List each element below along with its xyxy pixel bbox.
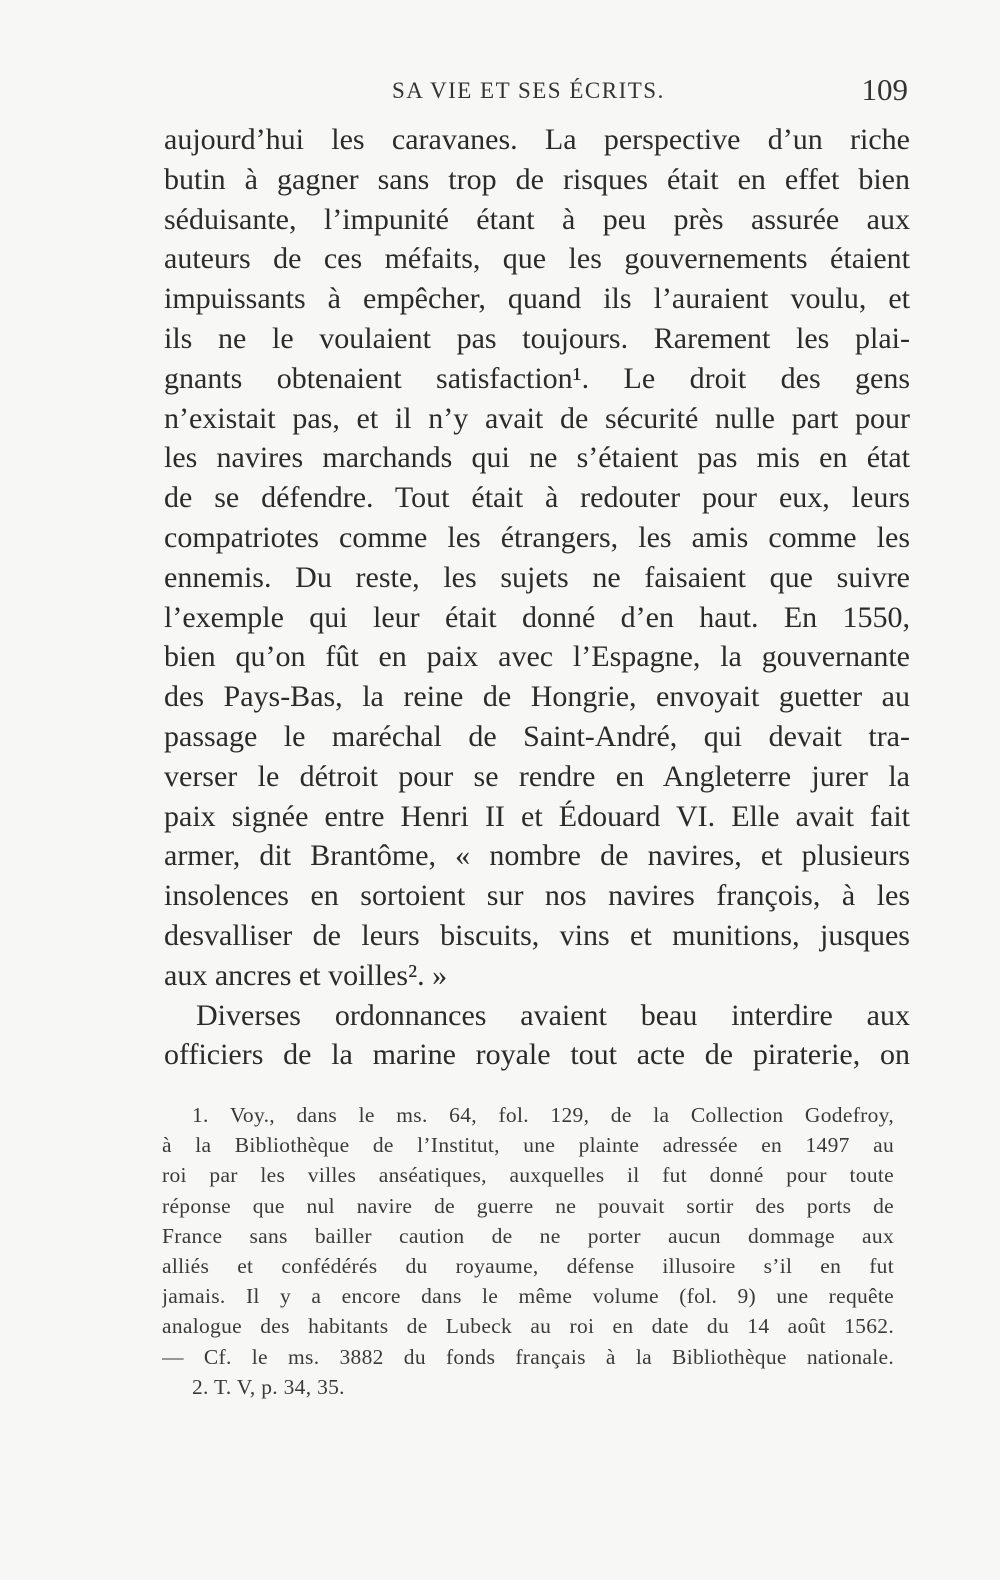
body-line: passage le maréchal de Saint-André, qui devait tra- [164, 719, 910, 753]
body-text [164, 120, 910, 1075]
footnote-line: 1. Voy., dans le ms. 64, fol. 129, de la Collection Godefroy, [192, 1103, 894, 1127]
body-line: impuissants à empêcher, quand ils l’auraient voulu, et [164, 282, 910, 316]
body-line: n’existait pas, et il n’y avait de sécurité nulle part pour [164, 401, 910, 435]
body-line: aux ancres et voilles². » [164, 958, 448, 992]
body-line: les navires marchands qui ne s’étaient pas mis en état [164, 441, 910, 475]
footnotes [162, 1100, 894, 1402]
body-line: ennemis. Du reste, les sujets ne faisaient que suivre [164, 560, 910, 594]
footnote-line: alliés et confédérés du royaume, défense illusoire s’il en fut [162, 1253, 894, 1278]
body-line: séduisante, l’impunité étant à peu près assurée aux [164, 202, 910, 236]
footnote-line: roi par les villes anséatiques, auxquelles il fut donné pour toute [162, 1163, 894, 1188]
footnote-line: réponse que nul navire de guerre ne pouvait sortir des ports de [162, 1193, 894, 1218]
body-line: gnants obtenaient satisfaction¹. Le droit des gens [164, 361, 910, 395]
body-line: butin à gagner sans trop de risques était en effet bien [164, 162, 910, 196]
body-line: aujourd’hui les caravanes. La perspective d’un riche [164, 123, 910, 156]
body-line: compatriotes comme les étrangers, les amis comme les [164, 520, 910, 554]
body-line: paix signée entre Henri II et Édouard VI. Elle avait fait [164, 799, 910, 833]
page-header [168, 72, 908, 112]
body-line: ils ne le voulaient pas toujours. Rarement les plai- [164, 321, 910, 355]
body-line: desvalliser de leurs biscuits, vins et munitions, jusques [164, 918, 910, 952]
running-head: SA VIE ET SES ÉCRITS. [392, 78, 665, 103]
body-line: bien qu’on fût en paix avec l’Espagne, la gouvernante [164, 640, 910, 674]
body-line: l’exemple qui leur était donné d’en haut. En 1550, [164, 600, 910, 634]
body-line: Diverses ordonnances avaient beau interdire aux [196, 998, 910, 1032]
body-line: armer, dit Brantôme, « nombre de navires, et plusieurs [164, 839, 910, 873]
footnote-line: analogue des habitants de Lubeck au roi en date du 14 août 1562. [162, 1314, 894, 1339]
footnote-line: 2. T. V, p. 34, 35. [192, 1374, 345, 1399]
footnote-line: — Cf. le ms. 3882 du fonds français à la Bibliothèque nationale. [162, 1344, 894, 1369]
footnote-line: jamais. Il y a encore dans le même volume (fol. 9) une requête [162, 1284, 894, 1309]
body-line: officiers de la marine royale tout acte de piraterie, on [164, 1038, 910, 1072]
body-line: insolences en sortoient sur nos navires françois, à les [164, 879, 910, 913]
body-line: de se défendre. Tout était à redouter pour eux, leurs [164, 481, 910, 515]
footnote-line: France sans bailler caution de ne porter aucun dommage aux [162, 1223, 894, 1248]
page-number: 109 [861, 72, 908, 107]
footnote-line: à la Bibliothèque de l’Institut, une plainte adressée en 1497 au [162, 1133, 894, 1158]
body-line: auteurs de ces méfaits, que les gouvernements étaient [164, 242, 910, 276]
body-line: verser le détroit pour se rendre en Angleterre jurer la [164, 759, 910, 793]
body-line: des Pays-Bas, la reine de Hongrie, envoyait guetter au [164, 680, 910, 714]
